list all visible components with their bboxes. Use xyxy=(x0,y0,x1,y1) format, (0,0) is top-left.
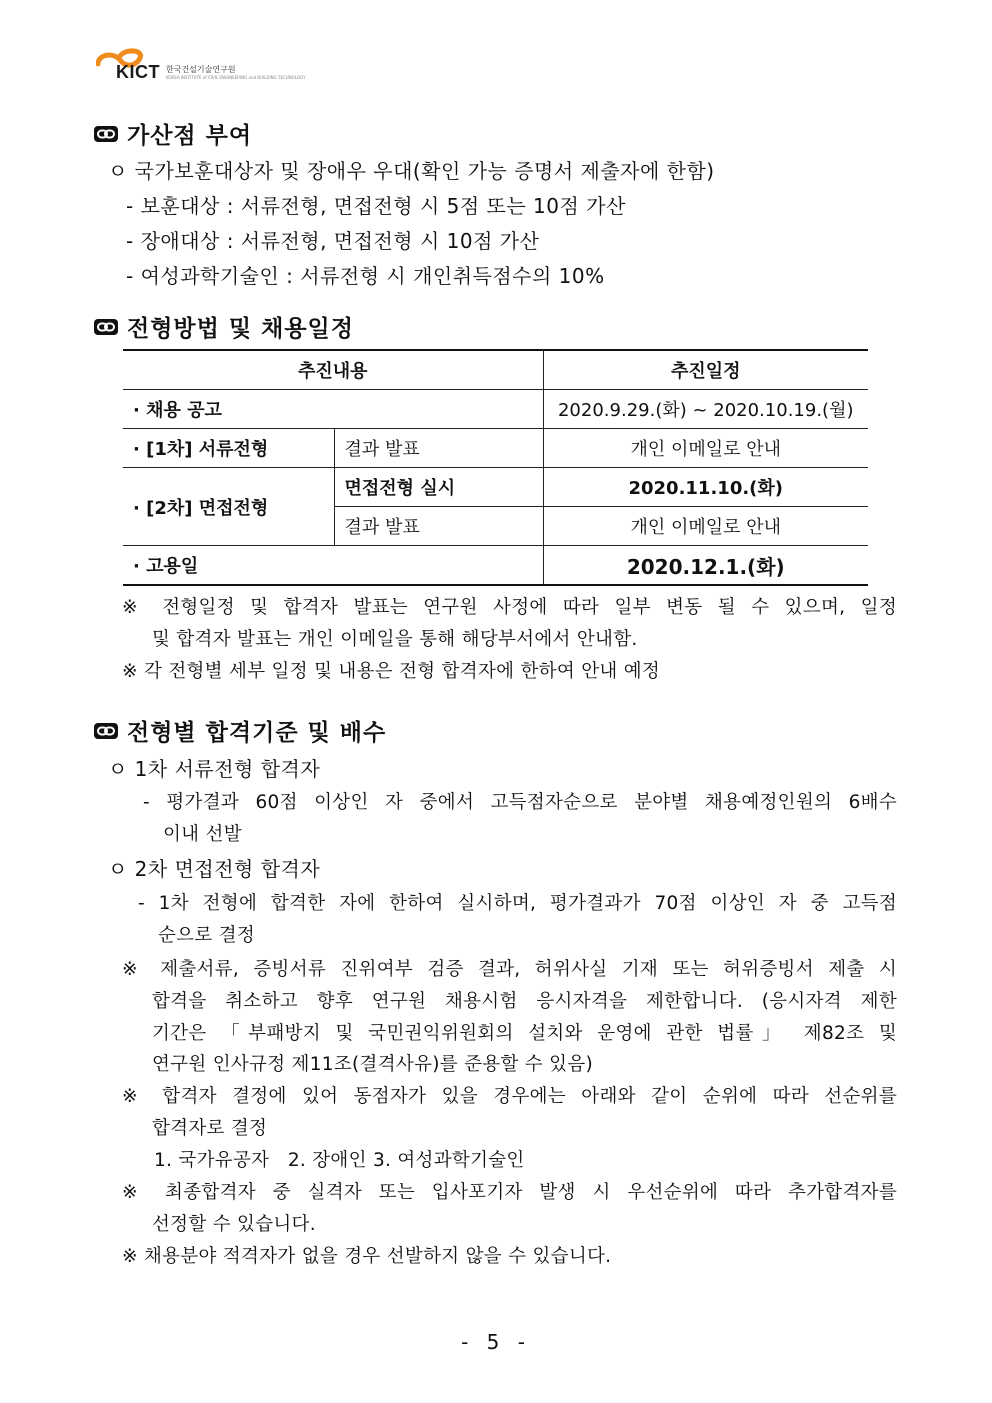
second-round-bullet: ㅇ 2차 면접전형 합격자 xyxy=(108,857,321,881)
link-chain-icon xyxy=(93,722,119,740)
second-round-item-cont: 순으로 결정 xyxy=(158,925,256,946)
section-title-text: 전형방법 및 채용일정 xyxy=(127,316,354,342)
note-additional-pass: ※ 최종합격자 중 실격자 또는 입사포기자 발생 시 우선순위에 따라 추가합격자를 xyxy=(122,1182,897,1203)
section-title-schedule xyxy=(93,310,354,343)
row-interview-date2: 개인 이메일로 안내 xyxy=(543,507,868,546)
note-verification-cont-1: 합격을 취소하고 향후 연구원 채용시험 응시자격을 제한합니다. (응시자격 제한 xyxy=(152,991,897,1012)
note-no-qualified: ※ 채용분야 적격자가 없을 경우 선발하지 않을 수 있습니다. xyxy=(122,1246,612,1267)
first-round-item-cont: 이내 선발 xyxy=(163,824,242,845)
row-interview-sub2: 결과 발표 xyxy=(334,507,543,546)
header-schedule: 추진일정 xyxy=(543,350,868,390)
logo-org-name-en: KOREA INSTITUTE of CIVIL ENGINEERING and BUILDING TECHNOLOGY xyxy=(166,75,306,80)
section-title-bonus xyxy=(93,117,252,150)
row-hire-label: · 고용일 xyxy=(123,546,543,586)
row-interview-sub1: 면접전형 실시 xyxy=(334,468,543,507)
second-round-item: - 1차 전형에 합격한 자에 한하여 실시하며, 평가결과가 70점 이상인 자 중 고득점 xyxy=(138,893,897,914)
link-chain-icon xyxy=(93,125,119,143)
note-verification-cont-2: 기간은 「부패방지 및 국민권익위원회의 설치와 운영에 관한 법률」 제82조 및 xyxy=(152,1023,897,1044)
section-title-text: 가산점 부여 xyxy=(127,123,253,149)
schedule-note-2: ※ 각 전형별 세부 일정 및 내용은 전형 합격자에 한하여 안내 예정 xyxy=(122,661,661,682)
table-row xyxy=(123,429,868,468)
first-round-item: - 평가결과 60점 이상인 자 중에서 고득점자순으로 분야별 채용예정인원의 6배수 xyxy=(143,792,897,813)
bonus-item-women-scientists: - 여성과학기술인 : 서류전형 시 개인취득점수의 10% xyxy=(126,264,605,288)
row-doc-label: · [1차] 서류전형 xyxy=(123,429,334,468)
section-title-text: 전형별 합격기준 및 배수 xyxy=(127,720,387,746)
bonus-item-veterans: - 보훈대상 : 서류전형, 면접전형 시 5점 또는 10점 가산 xyxy=(126,194,626,218)
section-title-criteria xyxy=(93,714,386,747)
row-hire-date: 2020.12.1.(화) xyxy=(543,546,868,586)
logo-org-name: 한국건설기술연구원 xyxy=(166,65,236,74)
table-row xyxy=(123,390,868,429)
row-doc-date: 개인 이메일로 안내 xyxy=(543,429,868,468)
row-interview-label: · [2차] 면접전형 xyxy=(123,468,334,546)
link-chain-icon xyxy=(93,318,119,336)
schedule-table xyxy=(123,349,868,586)
row-doc-sub: 결과 발표 xyxy=(334,429,543,468)
row-notice-date: 2020.9.29.(화) ~ 2020.10.19.(월) xyxy=(543,390,868,429)
table-row xyxy=(123,468,868,507)
tie-break-priority-list: 1. 국가유공자 2. 장애인 3. 여성과학기술인 xyxy=(154,1150,525,1171)
schedule-note-1: ※ 전형일정 및 합격자 발표는 연구원 사정에 따라 일부 변동 될 수 있으며, 일정 xyxy=(122,597,897,618)
note-verification-cont-3: 연구원 인사규정 제11조(결격사유)를 준용할 수 있음) xyxy=(152,1054,594,1075)
row-interview-date1: 2020.11.10.(화) xyxy=(543,468,868,507)
note-additional-pass-cont: 선정할 수 있습니다. xyxy=(152,1214,316,1235)
logo-kict-text: KICT xyxy=(116,62,160,82)
table-row xyxy=(123,546,868,586)
first-round-bullet: ㅇ 1차 서류전형 합격자 xyxy=(108,757,321,781)
table-header-row xyxy=(123,350,868,390)
bonus-bullet: ㅇ 국가보훈대상자 및 장애우 우대(확인 가능 증명서 제출자에 한함) xyxy=(108,159,715,183)
kict-logo xyxy=(96,48,306,84)
note-verification: ※ 제출서류, 증빙서류 진위여부 검증 결과, 허위사실 기재 또는 허위증빙서 제출 시 xyxy=(122,959,897,980)
header-content: 추진내용 xyxy=(123,350,543,390)
schedule-note-1-cont: 및 합격자 발표는 개인 이메일을 통해 해당부서에서 안내함. xyxy=(152,629,638,650)
note-tie-break-cont: 합격자로 결정 xyxy=(152,1118,268,1139)
row-notice-label: · 채용 공고 xyxy=(123,390,543,429)
note-tie-break: ※ 합격자 결정에 있어 동점자가 있을 경우에는 아래와 같이 순위에 따라 선순위를 xyxy=(122,1086,897,1107)
bonus-item-disabled: - 장애대상 : 서류전형, 면접전형 시 10점 가산 xyxy=(126,229,540,253)
page-number: - 5 - xyxy=(461,1330,531,1354)
